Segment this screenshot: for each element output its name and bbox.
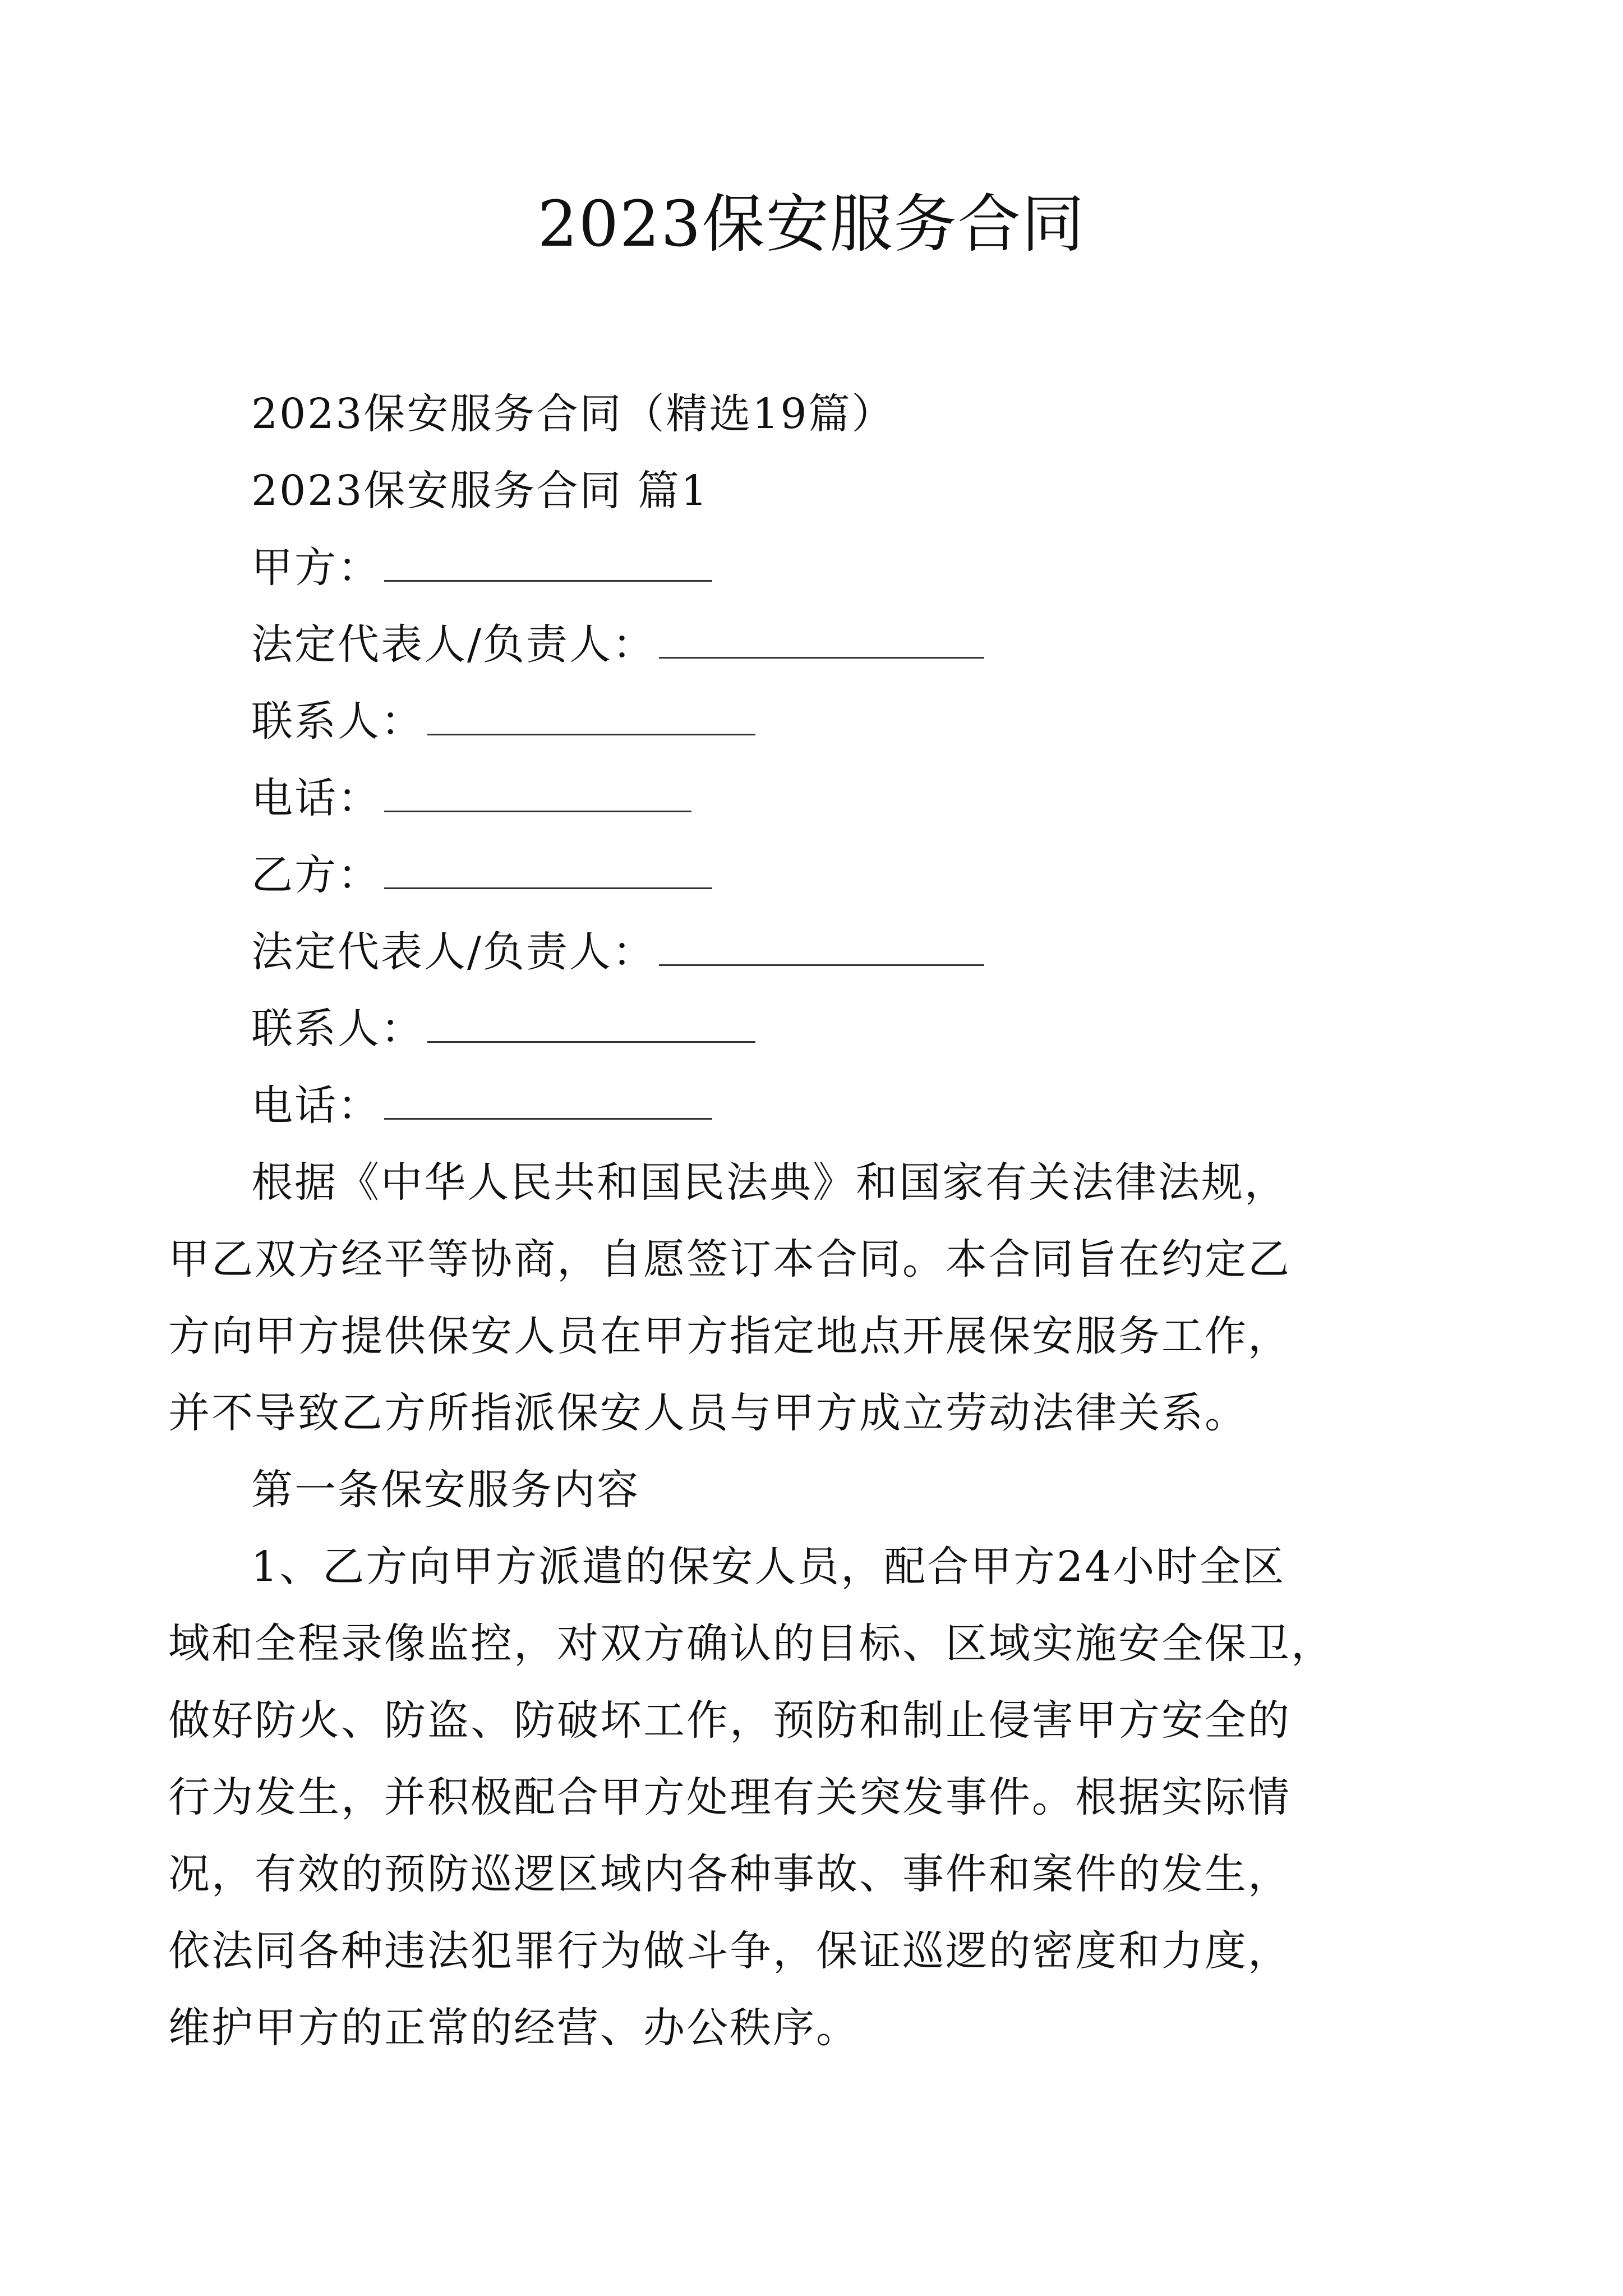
subtitle: 2023保安服务合同（精选19篇）: [251, 390, 895, 438]
document-title: 2023保安服务合同: [537, 188, 1086, 261]
article1-paragraph: [168, 1529, 1395, 2067]
paragraph-line: 并不导致乙方所指派保安人员与甲方成立劳动法律关系。: [168, 1389, 1248, 1437]
field-legal-rep-b: [251, 914, 1395, 991]
blank-line: [384, 848, 712, 889]
field-contact-a: [251, 683, 1395, 760]
paragraph-line: 依法同各种违法犯罪行为做斗争，保证巡逻的密度和力度，: [168, 1927, 1291, 1975]
field-label: 乙方：: [251, 851, 381, 899]
field-label: 联系人：: [251, 1005, 424, 1053]
paragraph-line: 行为发生，并积极配合甲方处理有关突发事件。根据实际情: [168, 1773, 1291, 1821]
field-legal-rep-a: [251, 606, 1395, 683]
paragraph-line: 做好防火、防盗、防破坏工作，预防和制止侵害甲方安全的: [168, 1696, 1291, 1745]
paragraph-line: 域和全程录像监控，对双方确认的目标、区域实施安全保卫，: [168, 1619, 1334, 1668]
blank-line: [427, 1002, 755, 1043]
field-label: 法定代表人/负责人：: [251, 620, 656, 669]
field-label: 电话：: [251, 774, 381, 822]
document-body: [168, 376, 1395, 2067]
blank-line: [384, 1079, 712, 1120]
blank-line: [659, 925, 984, 966]
blank-line: [384, 541, 712, 582]
paragraph-line: 况，有效的预防巡逻区域内各种事故、事件和案件的发生，: [168, 1850, 1291, 1898]
field-party-a: [251, 530, 1395, 606]
blank-line: [427, 694, 755, 735]
paragraph-line: 方向甲方提供保安人员在甲方指定地点开展保安服务工作，: [168, 1312, 1291, 1360]
field-contact-b: [251, 991, 1395, 1068]
paragraph-line: 1、乙方向甲方派遣的保安人员，配合甲方24小时全区: [251, 1543, 1286, 1591]
field-party-b: [251, 837, 1395, 914]
field-label: 甲方：: [251, 544, 381, 592]
paragraph-line: 维护甲方的正常的经营、办公秩序。: [168, 2004, 859, 2052]
paragraph-line: 甲乙双方经平等协商，自愿签订本合同。本合同旨在约定乙: [168, 1235, 1291, 1283]
field-label: 电话：: [251, 1082, 381, 1130]
field-label: 联系人：: [251, 697, 424, 746]
field-phone-a: [251, 760, 1395, 837]
preamble-paragraph: [168, 1144, 1395, 1452]
blank-line: [659, 618, 984, 659]
field-label: 法定代表人/负责人：: [251, 928, 656, 976]
field-phone-b: [251, 1068, 1395, 1144]
paragraph-line: 根据《中华人民共和国民法典》和国家有关法律法规，: [251, 1158, 1288, 1207]
article-heading: 第一条保安服务内容: [251, 1466, 640, 1514]
blank-line: [384, 771, 691, 812]
section-heading: 2023保安服务合同 篇1: [251, 467, 709, 515]
